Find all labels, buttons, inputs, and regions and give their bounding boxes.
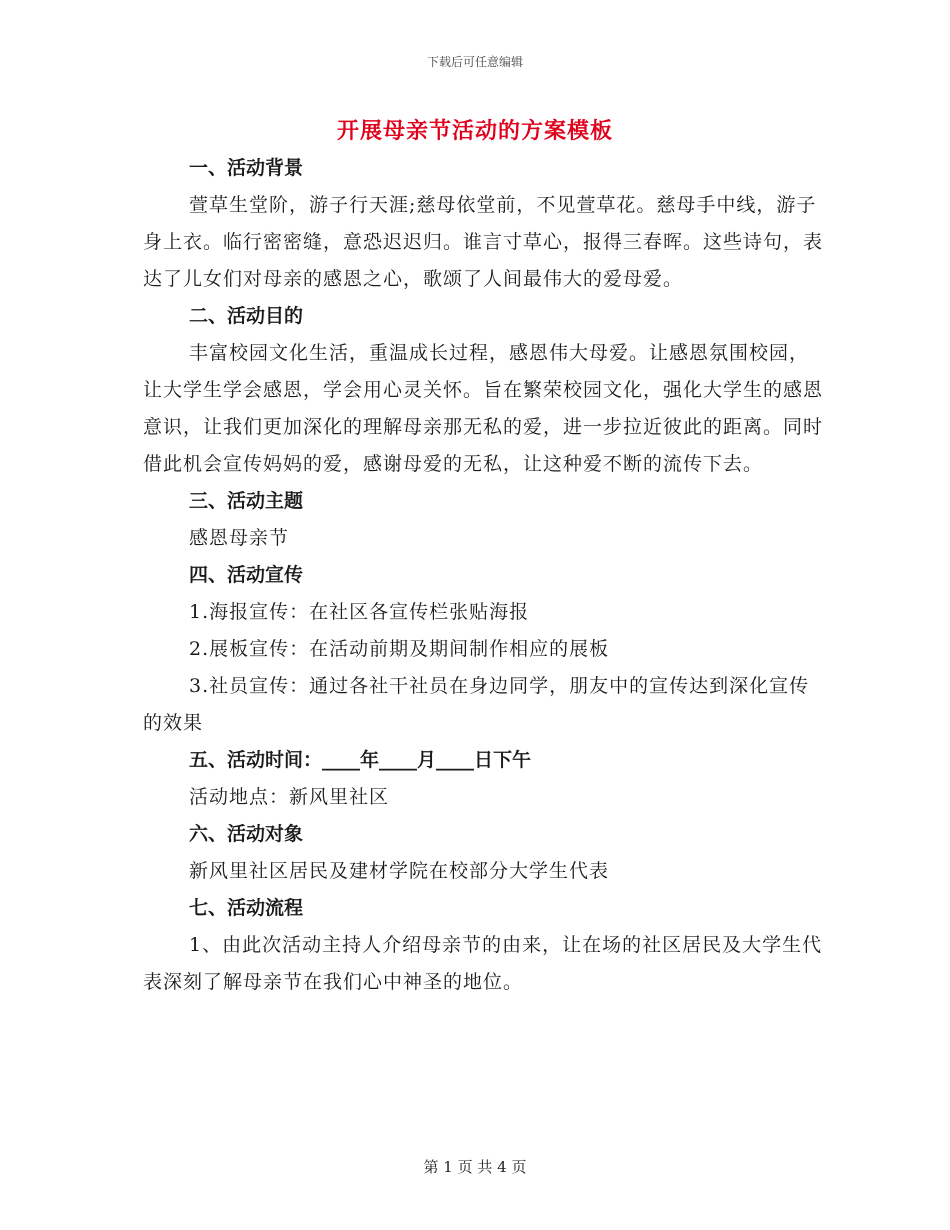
section-heading-audience: 六、活动对象 <box>189 823 304 845</box>
section-heading-theme: 三、活动主题 <box>189 490 304 512</box>
section-paragraph-background: 萱草生堂阶，游子行天涯;慈母依堂前，不见萱草花。慈母手中线，游子身上衣。临行密密缝，意恐迟迟归。谁言寸草心，报得三春晖。这些诗句，表达了儿女们对母亲的感恩之心，歌颂了人间最伟大的爱母爱。 <box>143 194 824 290</box>
section-heading-purpose: 二、活动目的 <box>189 305 304 327</box>
section-heading-process: 七、活动流程 <box>189 897 304 919</box>
promotion-item: 2.展板宣传：在活动前期及期间制作相应的展板 <box>189 638 610 660</box>
section-paragraph-purpose: 丰富校园文化生活，重温成长过程，感恩伟大母爱。让感恩氛围校园，让大学生学会感恩，学会用心灵关怀。旨在繁荣校园文化，强化大学生的感恩意识，让我们更加深化的理解母亲那无私的爱，进一步拉近彼此的距离。同时借此机会宣传妈妈的爱，感谢母爱的无私，让这种爱不断的流传下去。 <box>143 342 824 475</box>
promotion-item: 3.社员宣传：通过各社干社员在身边同学，朋友中的宣传达到深化宣传的效果 <box>143 675 810 734</box>
section-line-audience: 新风里社区居民及建材学院在校部分大学生代表 <box>189 860 610 882</box>
page-footer: 第 1 页 共 4 页 <box>423 1158 527 1176</box>
section-heading-promotion: 四、活动宣传 <box>189 564 304 586</box>
section-paragraph-process: 1、由此次活动主持人介绍母亲节的由来，让在场的社区居民及大学生代表深刻了解母亲节在我们心中神圣的地位。 <box>143 934 823 993</box>
header-note: 下载后可任意编辑 <box>426 55 523 69</box>
section-heading-background: 一、活动背景 <box>189 157 304 179</box>
document-title: 开展母亲节活动的方案模板 <box>336 118 613 144</box>
promotion-item: 1.海报宣传：在社区各宣传栏张贴海报 <box>189 601 530 623</box>
section-line-theme: 感恩母亲节 <box>189 527 290 549</box>
section-line-location: 活动地点：新风里社区 <box>189 786 390 808</box>
document-body <box>143 150 823 1001</box>
section-heading-time: 五、活动时间：____年____月____日下午 <box>189 749 532 771</box>
